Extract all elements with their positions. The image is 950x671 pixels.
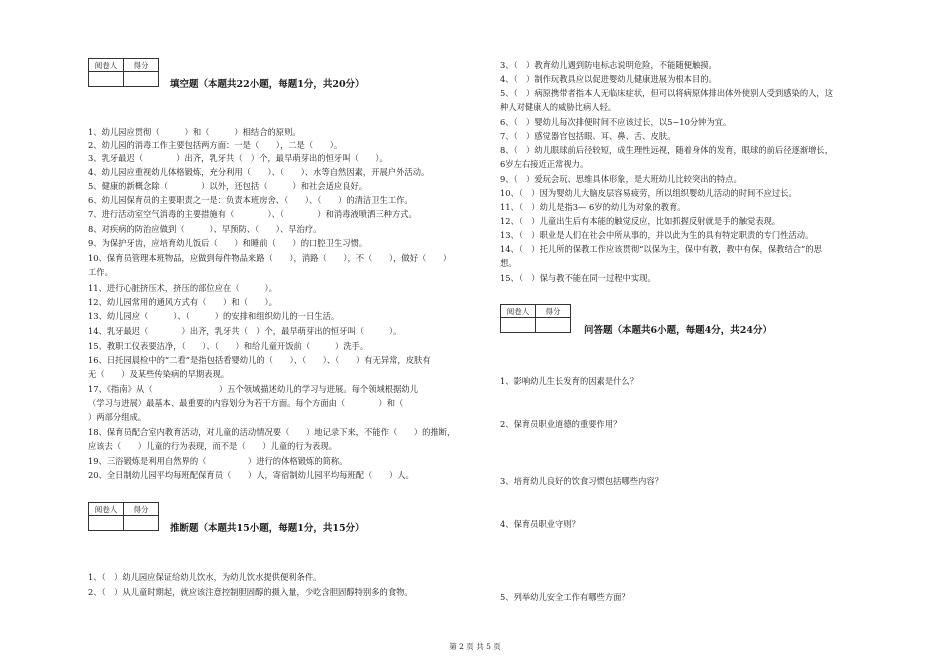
fill-item: 4、幼儿园应重视幼儿体格锻炼，充分利用（ ）、（ ）、水等自然因素，开展户外活动。 [88, 167, 430, 177]
score-label: 得分 [536, 305, 571, 318]
judge-item: 4、（ ）制作玩教具应以促进婴幼儿健康进展为根本目的。 [500, 74, 717, 84]
score-box-fill [88, 58, 159, 87]
score-box-judge [88, 502, 159, 531]
qa-item: 2、保育员职业道德的重要作用？ [500, 419, 622, 429]
fill-item: 9、为保护牙齿，应培育幼儿饭后（ ）和睡前（ ）的口腔卫生习惯。 [88, 238, 368, 248]
fill-item: 2、幼儿园的消毒工作主要包括两方面：一是（ ），二是（ ）。 [88, 140, 343, 150]
fill-item: 应该去（ ）儿童的行为表现，而不是（ ）儿童的行为表现。 [88, 441, 337, 451]
judge-item: 7、（ ）感觉器官包括眼、耳、鼻、舌、皮肤。 [500, 131, 676, 141]
fill-section-title: 填空题（本题共22小题，每题1分，共20分） [170, 79, 365, 90]
fill-item: 无（ ）及某些传染病的早期表现。 [88, 369, 230, 379]
judge-item: 5、（ ）病原携带者指本人无临床症状，但可以将病原体排出体外使别人受到感染的人，这 [500, 88, 834, 98]
score-cell[interactable] [124, 72, 159, 87]
judge-item: 13、（ ）职业是人们在社会中所从事的，并以此为生的具有特定职责的专门性活动。 [500, 230, 814, 240]
judge-item: 8、（ ）幼儿眼球前后径较短，成生理性远视，随着身体的发育，眼球的前后径逐渐增长， [500, 145, 834, 155]
qa-section-title: 问答题（本题共6小题，每题4分，共24分） [584, 325, 772, 336]
page-footer: 第 2 页 共 5 页 [449, 642, 501, 651]
fill-item: 13、幼儿园应（ ）、（ ）的安排和组织幼儿的一日生活。 [88, 311, 340, 321]
judge-item: 15、（ ）保与教不能在同一过程中实现。 [500, 273, 656, 283]
score-label: 得分 [124, 503, 159, 516]
fill-item: 工作。 [88, 267, 113, 277]
score-cell[interactable] [124, 516, 159, 531]
fill-item: 6、幼儿园保育员的主要职责之一是：负责本班房舍、（ ）、（ ）的清洁卫生工作。 [88, 195, 413, 205]
fill-item: 8、对疾病的防治应做到（ ）、早预防、（ ）、早治疗。 [88, 224, 322, 234]
judge-item: 6岁左右接近正常视力。 [500, 159, 589, 169]
judge-item: 14、（ ）托儿所的保教工作应该贯彻“以保为主，保中有教，教中有保，保教结合”的思 [500, 244, 822, 254]
fill-item: 11、进行心脏挤压术，挤压的部位应在（ ）。 [88, 283, 277, 293]
qa-item: 1、影响幼儿生长发育的因素是什么？ [500, 376, 639, 386]
judge-item: 2、（ ）从儿童时期起，就应该注意控制胆固醇的摄入量，少吃含胆固醇特别多的食物。 [88, 587, 413, 597]
grader-cell[interactable] [501, 318, 536, 333]
judge-item: 11、（ ）幼儿是指3— 6岁的幼儿为对象的教育。 [500, 202, 686, 212]
fill-item: 7、进行活动室空气消毒的主要措施有（ ）、（ ）和消毒液喷洒三种方式。 [88, 209, 417, 219]
fill-item: 19、三浴锻炼是利用自然界的（ ）进行的体格锻炼的简称。 [88, 456, 348, 466]
judge-item: 想。 [500, 258, 517, 268]
grader-label: 阅卷人 [501, 305, 536, 318]
qa-item: 3、培育幼儿良好的饮食习惯包括哪些内容？ [500, 476, 663, 486]
judge-section-title: 推断题（本题共15小题，每题1分，共15分） [170, 523, 365, 534]
grader-label: 阅卷人 [89, 503, 124, 516]
grader-cell[interactable] [89, 516, 124, 531]
score-box-qa [500, 304, 571, 333]
qa-item: 4、保育员职业守则？ [500, 519, 580, 529]
score-cell[interactable] [536, 318, 571, 333]
fill-item: 5、健康的新概念除（ ）以外，还包括（ ）和社会适应良好。 [88, 181, 368, 191]
judge-item: 种人对健康人的威胁比病人轻。 [500, 102, 617, 112]
fill-item: 17、《指南》从（ ）五个领域描述幼儿的学习与进展。每个领域根据幼儿 [88, 384, 418, 394]
fill-item: 14、乳牙最迟（ ）出齐，乳牙共（ ）个，最早萌芽出的恒牙叫（ ）。 [88, 326, 402, 336]
judge-item: 10、（ ）因为婴幼儿大脑皮层容易疲劳，所以组织婴幼儿活动的时间不应过长。 [500, 188, 797, 198]
fill-item: 10、保育员管理本班物品，应做到每件物品来路（ ），消路（ ），不（ ），做好（ ） [88, 253, 452, 263]
qa-item: 5、列举幼儿安全工作有哪些方面？ [500, 592, 630, 602]
judge-item: 1、（ ）幼儿园应保证给幼儿饮水，为幼儿饮水提供便利条件。 [88, 572, 322, 582]
fill-item: （学习与进展）最基本、最重要的内容划分为若干方面。每个方面由（ ）和（ [88, 398, 429, 408]
fill-item: 15、教职工仪表要洁净，（ ）、（ ）和给儿童开饭前（ ）洗手。 [88, 341, 369, 351]
fill-item: 3、乳牙最迟（ ）出齐，乳牙共（ ）个，最早萌芽出的恒牙叫（ ）。 [88, 153, 388, 163]
fill-item: ）两部分组成。 [88, 412, 147, 422]
fill-item: 12、幼儿园常用的通风方式有（ ）和（ ）。 [88, 297, 277, 307]
judge-item: 6、（ ）婴幼儿每次排便时间不应该过长，以5~10分钟为宜。 [500, 117, 732, 127]
judge-item: 3、（ ）教育幼儿遇到防电标志说明危险，不能随便触摸。 [500, 60, 717, 70]
fill-item: 20、全日制幼儿园平均每班配保育员（ ）人，寄宿制幼儿园平均每班配（ ）人。 [88, 470, 414, 480]
fill-item: 18、保育员配合室内教育活动，对儿童的活动情况要（ ）地记录下来，不能作（ ）的推断， [88, 427, 456, 437]
fill-item: 1、幼儿园应贯彻（ ）和（ ）相结合的原则。 [88, 127, 301, 137]
judge-item: 12、（ ）儿童出生后有本能的触觉反应，比如抓握反射就是手的触觉表现。 [500, 216, 781, 226]
judge-item: 9、（ ）爱玩会玩、思维具体形象，是大班幼儿比较突出的特点。 [500, 174, 742, 184]
fill-item: 16、日托园晨检中的“二看”是指包括看婴幼儿的（ ）、（ ）、（ ）有无异常，皮肤有 [88, 355, 431, 365]
grader-cell[interactable] [89, 72, 124, 87]
score-label: 得分 [124, 59, 159, 72]
grader-label: 阅卷人 [89, 59, 124, 72]
